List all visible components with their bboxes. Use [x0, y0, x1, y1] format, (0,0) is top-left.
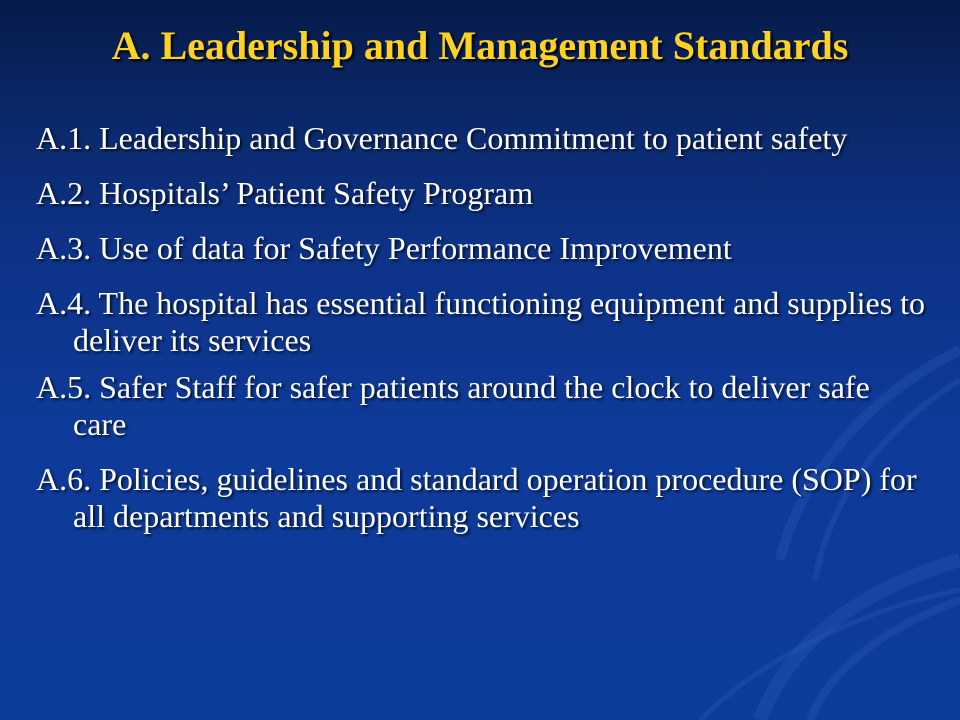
list-item: A.1. Leadership and Governance Commitment to patient safety — [36, 120, 848, 156]
list-item: A.3. Use of data for Safety Performance Improvement — [36, 230, 732, 266]
slide-title: A. Leadership and Management Standards — [111, 23, 849, 68]
list-item: A.5. Safer Staff for safer patients around the clock to deliver safe care — [36, 369, 870, 442]
standards-list — [36, 120, 926, 553]
list-item: A.2. Hospitals’ Patient Safety Program — [36, 175, 534, 211]
list-item: A.4. The hospital has essential functioning equipment and supplies to deliver its services — [36, 285, 926, 358]
list-item: A.6. Policies, guidelines and standard operation procedure (SOP) for all departments and supporting services — [36, 461, 917, 534]
